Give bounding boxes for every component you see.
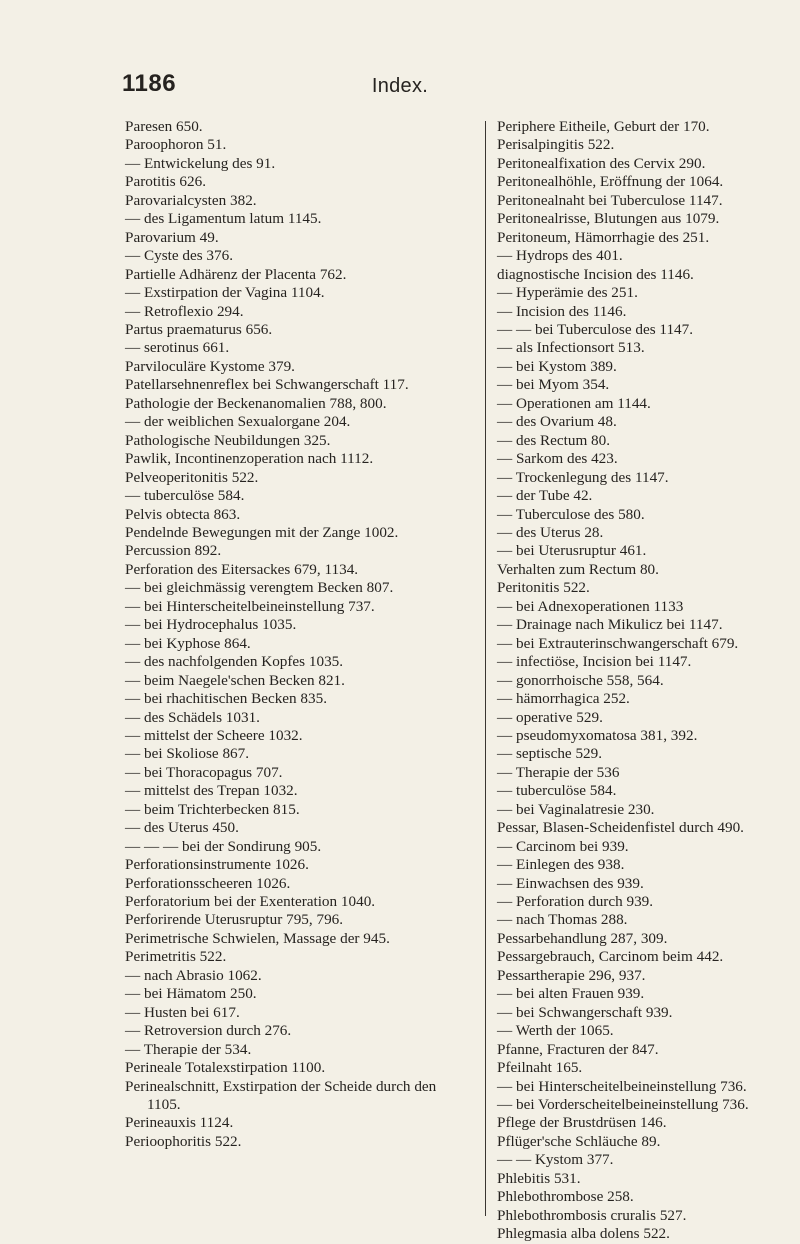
index-entry: — des Ligamentum latum 1145.	[125, 210, 322, 228]
index-entry: — Hydrops des 401.	[497, 247, 623, 265]
index-entry: — beim Trichterbecken 815.	[125, 800, 300, 818]
index-entry: Perforationsinstrumente 1026.	[125, 856, 309, 874]
index-entry: — bei Hinterscheitelbeineinstellung 736.	[497, 1077, 747, 1095]
index-entry: Perisalpingitis 522.	[497, 136, 615, 154]
index-entry: Peritonealnaht bei Tuberculose 1147.	[497, 191, 723, 209]
index-entry: Perioophoritis 522.	[125, 1132, 242, 1150]
index-entry: Perforirende Uterusruptur 795, 796.	[125, 911, 344, 929]
column-divider	[485, 121, 486, 1216]
index-entry: — operative 529.	[497, 708, 603, 726]
index-entry: — Einwachsen des 939.	[497, 874, 644, 892]
index-entry: — Werth der 1065.	[497, 1022, 614, 1040]
index-entry: Phlegmasia alba dolens 522.	[497, 1225, 670, 1243]
index-entry: Pflüger'sche Schläuche 89.	[497, 1132, 661, 1150]
index-entry: — des nachfolgenden Kopfes 1035.	[125, 653, 344, 671]
index-entry: Peritonitis 522.	[497, 579, 590, 597]
index-entry: Pfanne, Fracturen der 847.	[497, 1040, 659, 1058]
index-entry: Partielle Adhärenz der Placenta 762.	[125, 265, 347, 283]
index-entry: — Therapie der 536	[497, 763, 620, 781]
index-entry: Pessartherapie 296, 937.	[497, 966, 646, 984]
index-entry: Parovarium 49.	[125, 228, 219, 246]
index-entry: — Entwickelung des 91.	[125, 154, 276, 172]
index-entry: Parotitis 626.	[125, 173, 207, 191]
index-entry: Patellarsehnenreflex bei Schwangerschaft 117.	[125, 376, 409, 394]
index-entry: — — bei Tuberculose des 1147.	[497, 320, 694, 338]
index-entry: — hämorrhagica 252.	[497, 690, 630, 708]
index-column-left	[125, 118, 437, 1151]
index-entry: — bei alten Frauen 939.	[497, 985, 645, 1003]
index-entry: Phlebothrombose 258.	[497, 1188, 634, 1206]
index-entry: — Sarkom des 423.	[497, 450, 618, 468]
index-entry: — mittelst des Trepan 1032.	[125, 782, 298, 800]
index-entry: diagnostische Incision des 1146.	[497, 265, 694, 283]
index-entry: Pessargebrauch, Carcinom beim 442.	[497, 948, 724, 966]
index-entry: Pelvis obtecta 863.	[125, 505, 241, 523]
index-entry: — Hyperämie des 251.	[497, 284, 638, 302]
index-entry: — beim Naegele'schen Becken 821.	[125, 671, 345, 689]
index-entry: Parovarialcysten 382.	[125, 191, 257, 209]
index-entry: Pelveoperitonitis 522.	[125, 468, 259, 486]
index-entry: — bei Extrauterinschwangerschaft 679.	[497, 634, 739, 652]
page-number: 1186	[122, 70, 177, 97]
index-entry: — mittelst der Scheere 1032.	[125, 726, 303, 744]
index-entry: — nach Abrasio 1062.	[125, 966, 262, 984]
index-entry: Pflege der Brustdrüsen 146.	[497, 1114, 667, 1132]
index-entry: — serotinus 661.	[125, 339, 230, 357]
index-entry: — septische 529.	[497, 745, 603, 763]
index-entry: — Exstirpation der Vagina 1104.	[125, 284, 325, 302]
index-entry: Phlebothrombosis cruralis 527.	[497, 1206, 687, 1224]
index-entry: — bei Vorderscheitelbeineinstellung 736.	[497, 1096, 749, 1114]
index-entry: — bei Vaginalatresie 230.	[497, 800, 655, 818]
index-entry: — bei Myom 354.	[497, 376, 610, 394]
index-entry: — Einlegen des 938.	[497, 856, 625, 874]
index-entry: — bei Hämatom 250.	[125, 985, 257, 1003]
index-entry: Peritoneum, Hämorrhagie des 251.	[497, 228, 710, 246]
index-entry: — bei Hinterscheitelbeineinstellung 737.	[125, 597, 375, 615]
index-entry: Perinealschnitt, Exstirpation der Scheide durch den 1105.	[125, 1077, 437, 1114]
index-entry: Periphere Eitheile, Geburt der 170.	[497, 118, 710, 135]
index-entry: — Perforation durch 939.	[497, 893, 654, 911]
index-entry: Perforatorium bei der Exenteration 1040.	[125, 893, 376, 911]
index-entry: — als Infectionsort 513.	[497, 339, 645, 357]
index-entry: — bei Kyphose 864.	[125, 634, 251, 652]
index-entry: Peritonealhöhle, Eröffnung der 1064.	[497, 173, 724, 191]
index-entry: Phlebitis 531.	[497, 1169, 581, 1187]
index-entry: — Incision des 1146.	[497, 302, 627, 320]
index-entry: — Therapie der 534.	[125, 1040, 252, 1058]
index-entry: Pathologische Neubildungen 325.	[125, 431, 331, 449]
index-entry: — des Uterus 450.	[125, 819, 239, 837]
index-entry: Perineauxis 1124.	[125, 1114, 234, 1132]
index-entry: — tuberculöse 584.	[125, 487, 245, 505]
index-entry: Pessarbehandlung 287, 309.	[497, 929, 668, 947]
index-entry: — bei Hydrocephalus 1035.	[125, 616, 297, 634]
index-entry: — des Schädels 1031.	[125, 708, 260, 726]
index-entry: — infectiöse, Incision bei 1147.	[497, 653, 692, 671]
index-entry: Parviloculäre Kystome 379.	[125, 357, 295, 375]
index-entry: — Retroflexio 294.	[125, 302, 244, 320]
index-entry: Pathologie der Beckenanomalien 788, 800.	[125, 394, 387, 412]
index-entry: — bei Kystom 389.	[497, 357, 617, 375]
index-entry: — Tuberculose des 580.	[497, 505, 645, 523]
index-entry: Pawlik, Incontinenzoperation nach 1112.	[125, 450, 374, 468]
index-entry: Peritonealrisse, Blutungen aus 1079.	[497, 210, 720, 228]
index-entry: — bei rhachitischen Becken 835.	[125, 690, 328, 708]
index-entry: — bei Skoliose 867.	[125, 745, 250, 763]
index-entry: Peritonealfixation des Cervix 290.	[497, 154, 706, 172]
page-title: Index.	[371, 75, 429, 97]
index-entry: — der weiblichen Sexualorgane 204.	[125, 413, 351, 431]
index-column-right	[497, 118, 800, 1244]
index-entry: Paroophoron 51.	[125, 136, 227, 154]
index-entry: — des Uterus 28.	[497, 523, 604, 541]
index-entry: — bei Adnexoperationen 1133	[497, 597, 684, 615]
index-entry: Perimetrische Schwielen, Massage der 945.	[125, 929, 390, 947]
index-entry: Percussion 892.	[125, 542, 222, 560]
index-entry: Pfeilnaht 165.	[497, 1059, 583, 1077]
index-entry: — nach Thomas 288.	[497, 911, 628, 929]
index-entry: Perineale Totalexstirpation 1100.	[125, 1059, 326, 1077]
index-entry: — Operationen am 1144.	[497, 394, 651, 412]
index-entry: Perforation des Eitersackes 679, 1134.	[125, 560, 359, 578]
index-entry: — Retroversion durch 276.	[125, 1022, 292, 1040]
index-entry: — Husten bei 617.	[125, 1003, 240, 1021]
index-entry: — bei Thoracopagus 707.	[125, 763, 283, 781]
index-entry: — Carcinom bei 939.	[497, 837, 629, 855]
index-entry: — des Ovarium 48.	[497, 413, 617, 431]
index-entry: Perforationsscheeren 1026.	[125, 874, 291, 892]
index-entry: Verhalten zum Rectum 80.	[497, 560, 659, 578]
index-entry: — pseudomyxomatosa 381, 392.	[497, 726, 698, 744]
index-entry: — bei gleichmässig verengtem Becken 807.	[125, 579, 394, 597]
index-entry: Pendelnde Bewegungen mit der Zange 1002.	[125, 523, 399, 541]
index-entry: — Drainage nach Mikulicz bei 1147.	[497, 616, 723, 634]
index-entry: Perimetritis 522.	[125, 948, 227, 966]
index-entry: Partus praematurus 656.	[125, 320, 273, 338]
index-entry: — bei Uterusruptur 461.	[497, 542, 647, 560]
index-entry: — gonorrhoische 558, 564.	[497, 671, 664, 689]
index-entry: — des Rectum 80.	[497, 431, 611, 449]
index-entry: Pessar, Blasen-Scheidenfistel durch 490.	[497, 819, 744, 837]
index-entry: — tuberculöse 584.	[497, 782, 617, 800]
index-entry: — der Tube 42.	[497, 487, 593, 505]
index-entry: — Cyste des 376.	[125, 247, 233, 265]
index-entry: Paresen 650.	[125, 118, 203, 135]
index-entry: — Trockenlegung des 1147.	[497, 468, 669, 486]
index-entry: — — Kystom 377.	[497, 1151, 614, 1169]
index-entry: — — — bei der Sondirung 905.	[125, 837, 322, 855]
index-entry: — bei Schwangerschaft 939.	[497, 1003, 673, 1021]
